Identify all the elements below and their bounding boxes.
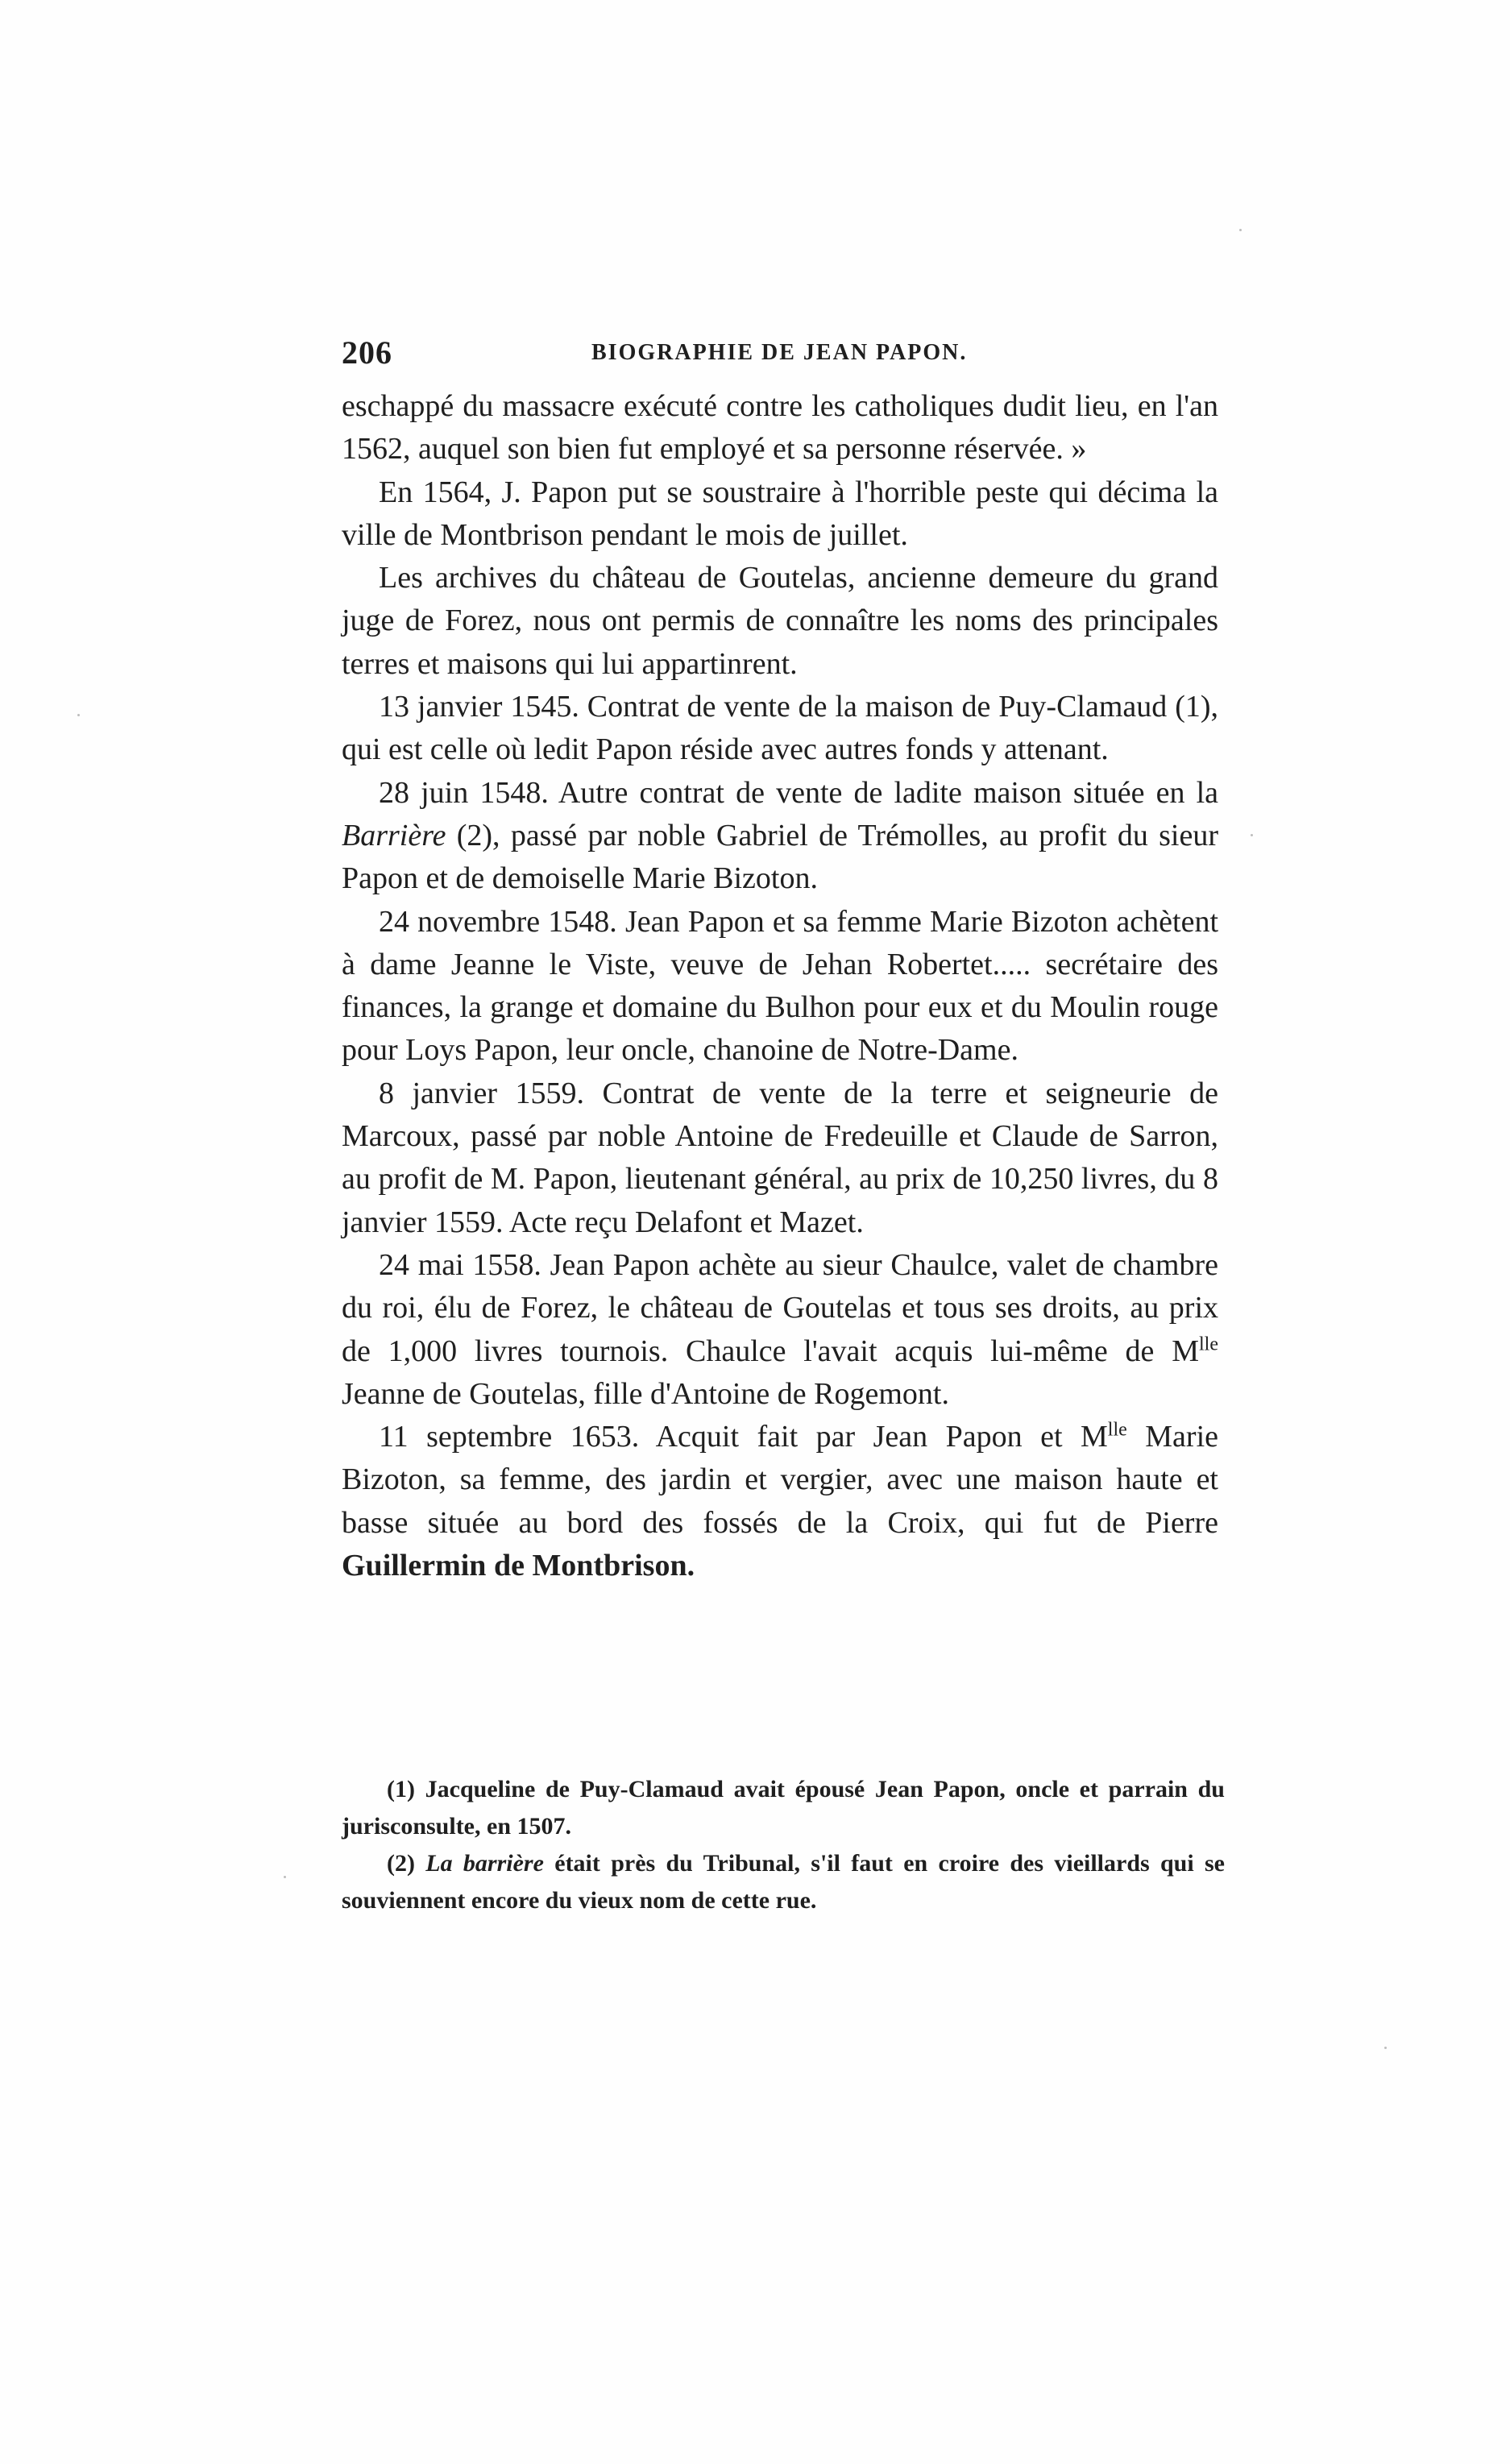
paper-speck xyxy=(1384,2047,1387,2049)
paragraph-plague-1564: En 1564, J. Papon put se soustraire à l'horrible peste qui décima la ville de Montbrison pendant le mois de juillet. xyxy=(342,475,1218,552)
entry-text: (2), passé par noble Gabriel de Trémolles, au profit du sieur Papon et de demoiselle Marie Bizoton. xyxy=(342,818,1218,896)
paper-speck xyxy=(1251,834,1253,836)
paragraph-entry-1548-november: 24 novembre 1548. Jean Papon et sa femme Marie Bizoton achètent à dame Jeanne le Viste, veuve de Jehan Robertet..... secrétaire des finances, la grange et domaine du Bulhon pour eux et du Moulin rouge pour Loys Papon, leur oncle, chanoine de Notre-Dame. xyxy=(342,904,1218,1068)
entry-bold-tail: Guillermin de Montbrison. xyxy=(342,1549,695,1583)
entry-text: Jeanne de Goutelas, fille d'Antoine de Rogemont. xyxy=(342,1376,949,1411)
footnote-number: (2) xyxy=(387,1850,426,1877)
entry-text: Marie Bizoton, sa femme, des jardin et vergier, avec une maison haute et basse située au bord des fossés de la Croix, qui fut de Pierre xyxy=(342,1420,1218,1540)
footnotes xyxy=(342,1771,1225,1919)
footnote-italic: La barrière xyxy=(425,1850,544,1877)
superscript-title: lle xyxy=(1199,1333,1218,1354)
paper-speck xyxy=(1239,229,1242,231)
footnote-1: (1) Jacqueline de Puy-Clamaud avait épousé Jean Papon, oncle et parrain du jurisconsulte, en 1507. xyxy=(342,1776,1225,1840)
italic-place-name: Barrière xyxy=(342,818,446,852)
paragraph-entry-1559: 8 janvier 1559. Contrat de vente de la terre et seigneurie de Marcoux, passé par noble Antoine de Fredeuille et Claude de Sarron, au profit de M. Papon, lieutenant général, au prix de 10,250 livres, du 8 janvier 1559. Acte reçu Delafont et Mazet. xyxy=(342,1076,1218,1239)
running-title: BIOGRAPHIE DE JEAN PAPON. xyxy=(591,340,968,365)
paragraph-entry-1548-june xyxy=(342,772,1218,901)
paragraph-entry-1653 xyxy=(342,1416,1218,1587)
paragraph-entry-1545: 13 janvier 1545. Contrat de vente de la maison de Puy-Clamaud (1), qui est celle où ledit Papon réside avec autres fonds y attenant. xyxy=(342,690,1218,767)
entry-text: 11 septembre 1653. Acquit fait par Jean Papon et M xyxy=(379,1420,1108,1454)
paragraph-entry-1558 xyxy=(342,1244,1218,1416)
entry-text: 28 juin 1548. Autre contrat de vente de ladite maison située en la xyxy=(379,775,1218,810)
paragraph-archives: Les archives du château de Goutelas, ancienne demeure du grand juge de Forez, nous ont permis de connaître les noms des principales terres et maisons qui lui appartinrent. xyxy=(342,561,1218,681)
main-text xyxy=(342,385,1218,1587)
page-header xyxy=(342,334,1228,382)
footnote-2 xyxy=(342,1845,1225,1919)
page-number: 206 xyxy=(342,334,392,371)
paper-speck xyxy=(77,714,80,716)
superscript-title: lle xyxy=(1107,1419,1127,1441)
entry-text: 24 mai 1558. Jean Papon achète au sieur Chaulce, valet de chambre du roi, élu de Forez, le château de Goutelas et tous ses droits, au prix de 1,000 livres tournois. Chaulce l'avait acquis lui-même de M xyxy=(342,1247,1218,1368)
paper-speck xyxy=(284,1876,286,1878)
footnote-text: était près du Tribunal, s'il faut en croire des vieillards qui se souviennent encore du vieux nom de cette rue. xyxy=(342,1850,1226,1914)
paragraph-continuation: eschappé du massacre exécuté contre les catholiques dudit lieu, en l'an 1562, auquel son bien fut employé et sa personne réservée. » xyxy=(342,389,1218,467)
